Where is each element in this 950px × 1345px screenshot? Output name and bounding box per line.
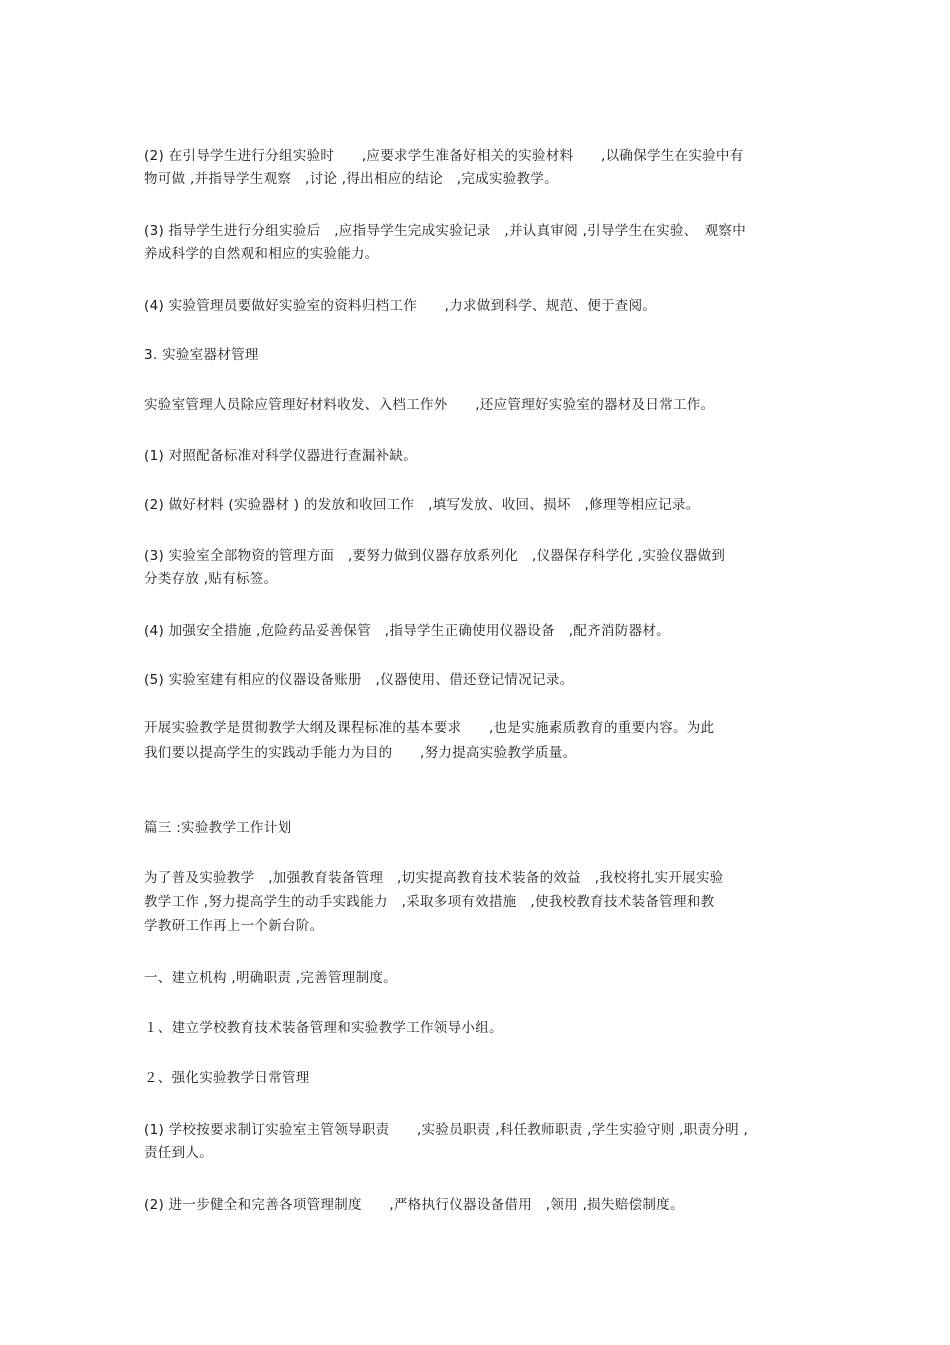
text-line: 教学工作 ,努力提高学生的动手实践能力 ,采取多项有效措施 ,使我校教育技术装备管理和教 [144,894,715,910]
text-line: 责任到人。 [144,1145,213,1161]
text-line: 分类存放 ,贴有标签。 [144,571,278,587]
text-line: (1) 学校按要求制订实验室主管领导职责 ,实验员职责 ,科任教师职责 ,学生实验守则 ,职责分明 , [144,1122,749,1138]
section-heading: 3. 实验室器材管理 [144,347,259,363]
text-line: ２、强化实验教学日常管理 [144,1070,310,1086]
text-line: (2) 进一步健全和完善各项管理制度 ,严格执行仪器设备借用 ,领用 ,损失赔偿制度。 [144,1197,684,1213]
text-line: 为了普及实验教学 ,加强教育装备管理 ,切实提高教育技术装备的效益 ,我校将扎实开展实验 [144,870,724,886]
text-line: (5) 实验室建有相应的仪器设备账册 ,仪器使用、借还登记情况记录。 [144,672,574,688]
text-line: (4) 加强安全措施 ,危险药品妥善保管 ,指导学生正确使用仪器设备 ,配齐消防器材。 [144,623,670,639]
text-line: (1) 对照配备标准对科学仪器进行查漏补缺。 [144,448,418,464]
text-line: １、建立学校教育技术装备管理和实验教学工作领导小组。 [144,1020,503,1036]
text-line: 养成科学的自然观和相应的实验能力。 [144,246,379,262]
section-heading: 篇三 :实验教学工作计划 [144,820,292,836]
text-line: 我们要以提高学生的实践动手能力为目的 ,努力提高实验教学质量。 [144,745,577,761]
text-line: (2) 在引导学生进行分组实验时 ,应要求学生准备好相关的实验材料 ,以确保学生在实验中有 [144,148,744,164]
text-line: (4) 实验管理员要做好实验室的资料归档工作 ,力求做到科学、规范、便于查阅。 [144,298,657,314]
text-line: (2) 做好材料 (实验器材 ) 的发放和收回工作 ,填写发放、收回、损坏 ,修理等相应记录。 [144,497,700,513]
text-line: 实验室管理人员除应管理好材料收发、入档工作外 ,还应管理好实验室的器材及日常工作。 [144,397,715,413]
text-line: (3) 实验室全部物资的管理方面 ,要努力做到仪器存放系列化 ,仪器保存科学化 ,实验仪器做到 [144,548,726,564]
text-line: (3) 指导学生进行分组实验后 ,应指导学生完成实验记录 ,并认真审阅 ,引导学生在实验、 观察中 [144,223,747,239]
section-heading: 一、建立机构 ,明确职责 ,完善管理制度。 [144,970,397,986]
text-line: 学教研工作再上一个新台阶。 [144,918,324,934]
text-line: 开展实验教学是贯彻教学大纲及课程标准的基本要求 ,也是实施素质教育的重要内容。为此 [144,720,715,736]
text-line: 物可做 ,并指导学生观察 ,讨论 ,得出相应的结论 ,完成实验教学。 [144,171,558,187]
